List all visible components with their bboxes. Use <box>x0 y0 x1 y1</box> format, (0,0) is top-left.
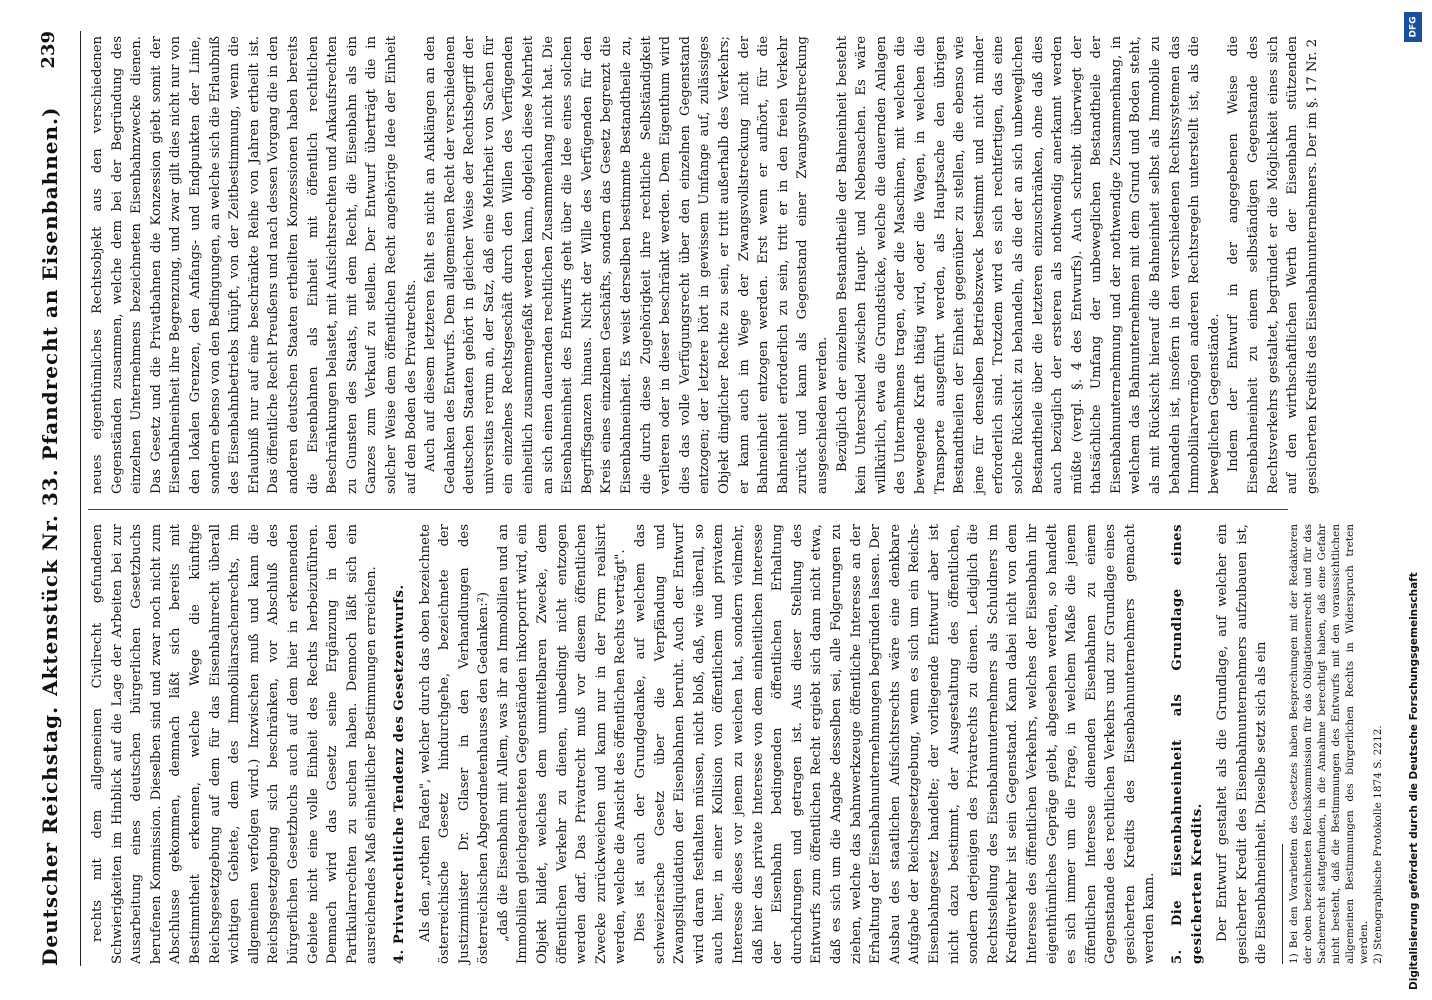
header-left: Deutscher Reichstag. <box>38 705 62 966</box>
paragraph: Dies ist auch der Grundgedanke, auf welchem das schweizerische Gesetz über die Verpfändung und Zwangsliquidation der Eisenbahnen beruht. Auch der Entwurf wird daran festhalten müssen, nicht bloß, daß, wie überall, so auch hier, in einer Kollision von öffentlichem und privatem Interesse dieses vor jenem zu weichen hat, sondern vielmehr, daß hier das private Interesse von dem einheitlichen Interesse der Eisenbahn bedingenden öffentlichen Erhaltung durchdrungen und getragen ist. Aus dieser Stellung des Entwurfs zum öffentlichen Recht ergiebt sich dann nicht etwa, daß es sich um die Angabe desselben sei, alle Folgerungen zu ziehen, welche das bahnwerkzeuge öffentliche Interesse an der Erhaltung der Eisenbahnunternehmungen begründen lassen. Der Ausbau des staatlichen Aufsichtsrechts wäre eine denkbare Aufgabe der Reichsgesetzgebung, wenn es sich um ein Reichs-Eisenbahngesetz handelte; der vorliegende Entwurf aber ist nicht dazu bestimmt, der Ausgestaltung des öffentlichen, sondern derjenigen des Privatrechts zu dienen. Lediglich die Rechtsstellung des Eisenbahnunternehmers als Schuldners im Kreditverkehr ist sein Gegenstand. Kann dabei nicht von dem Interesse des öffentlichen Verkehrs, welches der Eisenbahn ihr eigenthümliches Gepräge giebt, abgesehen werden, so handelt es sich immer um die Frage, in welchem Maße die jenem öffentlichen Interesse dienenden Eisenbahnen zu einem Gegenstande des rechtlichen Verkehrs und zur Grundlage eines gesicherten Kredits des Eisenbahnunternehmers gemacht werden kann. <box>633 524 1158 964</box>
dfg-logo-label: DFG <box>1408 16 1419 38</box>
header-center: Aktenstück Nr. 33. Pfandrecht an Eisenbahnen.) <box>38 106 62 696</box>
paragraph: rechts mit dem allgemeinen Civilrecht gefundenen Schwierigkeiten im Hinblick auf die Lage der Arbeiten bei zur Ausarbeitung eines deutschen bürgerlichen Gesetzbuchs berufenen Kommission. Dieselben sind und zwar noch nicht zum Abschlusse gekommen, demnach läßt sich bereits mit Bestimmtheit erkennen, welche Wege die künftige Reichsgesetzgebung auf dem für das Eisenbahnrecht überall wichtigen Gebiete, dem des Immobiliarsachenrechts, im allgemeinen verfolgen wird.) Inzwischen muß und kann die Reichsgesetzgebung sich beschränken, vor Abschluß des bürgerlichen Gesetzbuchs auch auf dem hier in erkennenden Gebiete nicht eine volle Einheit des Rechts herbeizuführen. Demnach wird das Gesetz seine Ergänzung in den Partikularrechten zu suchen haben. Dennoch läßt sich ein ausreichendes Maß einheitlicher Bestimmungen erreichen. <box>90 524 380 964</box>
paragraph: Als den „rothen Faden", welcher durch das oben bezeichnete österreichische Gesetz hindurchgehe, bezeichnete der Justizminister Dr. Glaser in den Verhandlungen des österreichischen Abgeordnetenhauses den Gedanken:²) <box>417 524 492 964</box>
section-heading: 4. Privatrechtliche Tendenz des Gesetzentwurfs. <box>391 584 407 964</box>
column-divider <box>88 509 1288 510</box>
section-heading: 5. Die Eisenbahneinheit als Grundlage eines gesicherten Kredits. <box>1170 524 1205 964</box>
footnote-rule <box>1282 844 1283 964</box>
dfg-sidebar <box>1402 10 1426 990</box>
page-number: 239 <box>38 31 59 69</box>
header-rule <box>80 31 81 966</box>
footnote: 1) Bei den Vorarbeiten des Gesetzes haben Besprechungen mit der Redaktoren der oben bezeichneten Reichskommission für das Obligationenrecht und für das Sachenrecht stattgefunden, in die Annahme berechtigt haben, daß eine Gefahr nicht besteht, daß die Bestimmungen des Entwurfs mit den voraussichtlichen allgemeinen Bestimmungen des bürgerlichen Rechts in Widerspruch treten werden. <box>1288 524 1371 964</box>
left-column <box>88 524 1385 964</box>
paragraph: Der Entwurf gestaltet als die Grundlage, auf welcher ein gesicherter Kredit des Eisenbahnunternehmers aufzubauen ist, die Eisenbahneinheit. Dieselbe setzt sich als ein <box>1215 524 1270 964</box>
footnote: 2) Stenographische Protokolle 1874 S. 2212. <box>1372 725 1385 964</box>
dfg-logo-icon <box>1404 12 1422 42</box>
dfg-credit-text: Digitalisierung gefördert durch die Deutsche Forschungsgemeinschaft <box>1408 572 1420 990</box>
paragraph: Auch auf diesem letzteren fehlt es nicht an Anklängen an den Gedanken des Entwurfs. Dem allgemeinen Recht der verschiedenen deutschen Staaten gehört in gleicher Weise der Rechtsbegriff der universitas rerum an, der Satz, daß eine Mehrheit von Sachen für ein einzelnes Rechtsgeschäft durch den Willen des Verfügenden einheitlich zusammengefaßt werden kann, obgleich diese Mehrheit an sich einen dauernden rechtlichen Zusammenhang nicht hat. Die Eisenbahneinheit des Entwurfs geht über die Idee eines solchen Begriffsganzen hinaus. Nicht der Wille des Verfügenden für den Kreis eines einzelnen Geschäfts, sondern das Gesetz begrenzt die Eisenbahneinheit. Es weist derselben bestimmte Bestandtheile zu, die durch diese Zugehörigkeit ihre rechtliche Selbständigkeit verlieren oder in dieser beschränkt werden. Dem Eigenthum wird dies das volle Verfügungsrecht über den einzelnen Gegenstand entzogen; der letztere hört in gewissem Umfange auf, zulässiges Objekt dinglicher Rechte zu sein, er tritt außerhalb des Verkehrs; er kann auch im Wege der Zwangsvollstreckung nicht der Bahneinheit entzogen werden. Erst wenn er aufhört, für die Bahneinheit erforderlich zu sein, tritt er in den freien Verkehr zurück und kann als Gegenstand einer Zwangsvollstreckung ausgeschieden werden. <box>423 36 830 494</box>
right-column <box>88 36 1378 494</box>
paragraph: Indem der Entwurf in der angegebenen Weise die Eisenbahneinheit zu einem selbständigen Gegenstande des Rechtsverkehrs gestaltet, begründet er die Möglichkeit eines sich auf den wirthschaftlichen Werth der Eisenbahn stützenden gesicherten Kredits des Eisenbahnunternehmers. Der im §. 17 Nr. 2 <box>1226 36 1320 494</box>
paragraph: Bezüglich der einzelnen Bestandtheile der Bahneinheit besteht kein Unterschied zwischen Haupt- und Nebensachen. Es wäre willkürlich, etwa die Grundstücke, welche die dauernden Anlagen des Unternehmens tragen, oder die Maschinen, mit welchen die bewegende Kraft thätig wird, oder die Wagen, in welchen die Transporte ausgeführt werden, als Hauptsache den übrigen Bestandtheilen der Einheit gegenüber zu stellen, die ebenso wie jene für denselben Betriebszweck bestimmt und nicht minder erforderlich sind. Trotzdem wird es sich rechtfertigen, das eine solche Rücksicht zu behandeln, als die der an sich unbeweglichen Bestandtheile über die letzteren einzuschränken, ohne daß dies auch bezüglich der ersteren als nothwendig anerkannt werden müßte (vergl. §. 4 des Entwurfs). Auch schreibt überwiegt der thatsächliche Umfang der unbeweglichen Bestandtheile der Eisenbahnunternehmung und der nothwendige Zusammenhang, in welchem das Bahnunternehmen mit dem Grund und Boden steht, als mit Rücksicht hierauf die Bahneinheit selbst als Immobile zu behandeln ist, insofern in den verschiedenen Rechtssystemen das Immobiliarvermögen anderen Rechtsregeln unterstellt ist, als die beweglichen Gegenstände. <box>834 36 1222 494</box>
paragraph: neues eigenthümliches Rechtsobjekt aus den verschiedenen Gegenständen zusammen, welche dem bei der Begründung des einzelnen Unternehmens bezeichneten Eisenbahnzwecke dienen. Das Gesetz und die Privatbahnen die Konzession giebt somit der Eisenbahneinheit ihre Begrenzung, und zwar gilt dies nicht nur von den lokalen Grenzen, den Anfangs- und Endpunkten der Linie, sondern ebenso von den Bedingungen, an welche sich die Erlaubniß des Eisenbahnbetriebs knüpft, von der Zeitbestimmung, wenn die Erlaubniß nur auf eine beschränkte Reihe von Jahren ertheilt ist. Das öffentliche Recht Preußens und nach dessen Vorgang die in den anderen deutschen Staaten ertheilten Konzessionen haben bereits die Eisenbahnen als Einheit mit öffentlich rechtlichen Beschränkungen belastet, mit Aufsichtsrechten und Ankaufsrechten zu Gunsten des Staats, mit dem Recht, die Eisenbahn als ein Ganzes zum Verkauf zu stellen. Der Entwurf überträgt die in solcher Weise dem öffentlichen Recht angehörige Idee der Einheit auf den Boden des Privatrechts. <box>90 36 419 494</box>
quotation: „daß die Eisenbahn mit Allem, was ihr an Immobilien und an Immobilien gleichgeachteten Gegenständen inkorporirt wird, ein Objekt bildet, welches dem unmittelbaren Zwecke, dem öffentlichen Verkehr zu dienen, unbedingt nicht entzogen werden darf. Das Privatrecht muß vor diesem öffentlichen Zwecke zurückweichen und kann nur in der Form realisirt werden, welche die Ansicht des öffentlichen Rechts verträgt". <box>495 524 629 964</box>
page-header <box>28 31 78 966</box>
